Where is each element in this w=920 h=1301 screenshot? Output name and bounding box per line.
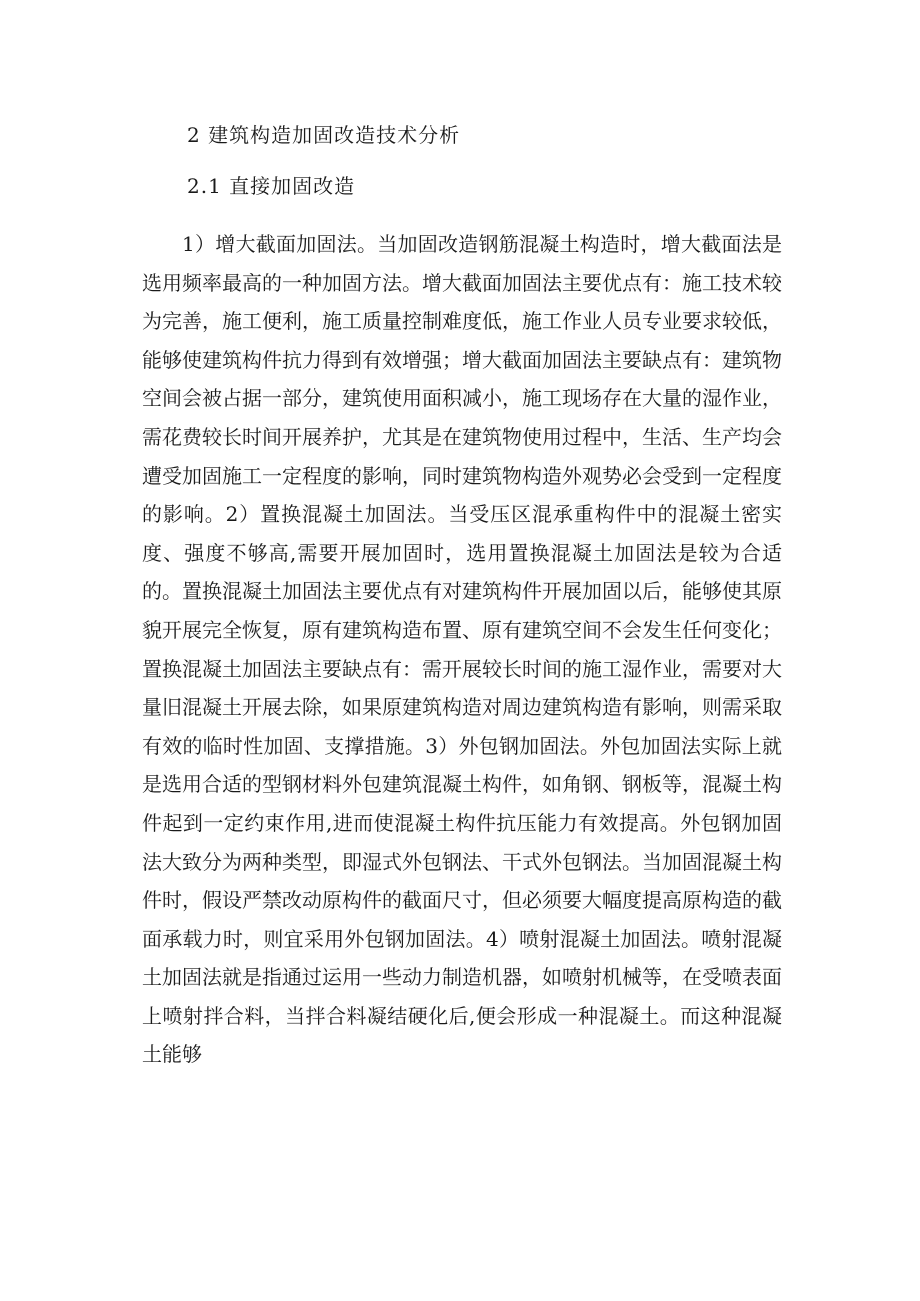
subsection-heading: 2.1 直接加固改造: [187, 174, 356, 198]
body-paragraph: 1）增大截面加固法。当加固改造钢筋混凝土构造时，增大截面法是选用频率最高的一种加固方法。增大截面加固法主要优点有：施工技术较为完善，施工便利，施工质量控制难度低，施工作业人员专业要求较低，能够使建筑构件抗力得到有效增强；增大截面加固法主要缺点有：建筑物空间会被占据一部分，建筑使用面积减小，施工现场存在大量的湿作业，需花费较长时间开展养护，尤其是在建筑物使用过程中，生活、生产均会遭受加固施工一定程度的影响，同时建筑物构造外观势必会受到一定程度的影响。2）置换混凝土加固法。当受压区混承重构件中的混凝土密实度、强度不够高,需要开展加固时，选用置换混凝土加固法是较为合适的。置换混凝土加固法主要优点有对建筑构件开展加固以后，能够使其原貌开展完全恢复，原有建筑构造布置、原有建筑空间不会发生任何变化；置换混凝土加固法主要缺点有：需开展较长时间的施工湿作业，需要对大量旧混凝土开展去除，如果原建筑构造对周边建筑构造有影响，则需采取有效的临时性加固、支撑措施。3）外包钢加固法。外包加固法实际上就是选用合适的型钢材料外包建筑混凝土构件，如角钢、钢板等，混凝土构件起到一定约束作用,进而使混凝土构件抗压能力有效提高。外包钢加固法大致分为两种类型，即湿式外包钢法、干式外包钢法。当加固混凝土构件时，假设严禁改动原构件的截面尺寸，但必须要大幅度提高原构造的截面承载力时，则宜采用外包钢加固法。4）喷射混凝土加固法。喷射混凝土加固法就是指通过运用一些动力制造机器，如喷射机械等，在受喷表面上喷射拌合料，当拌合料凝结硬化后,便会形成一种混凝土。而这种混凝土能够: [142, 232, 782, 1067]
section-heading: 2 建筑构造加固改造技术分析: [187, 123, 461, 147]
